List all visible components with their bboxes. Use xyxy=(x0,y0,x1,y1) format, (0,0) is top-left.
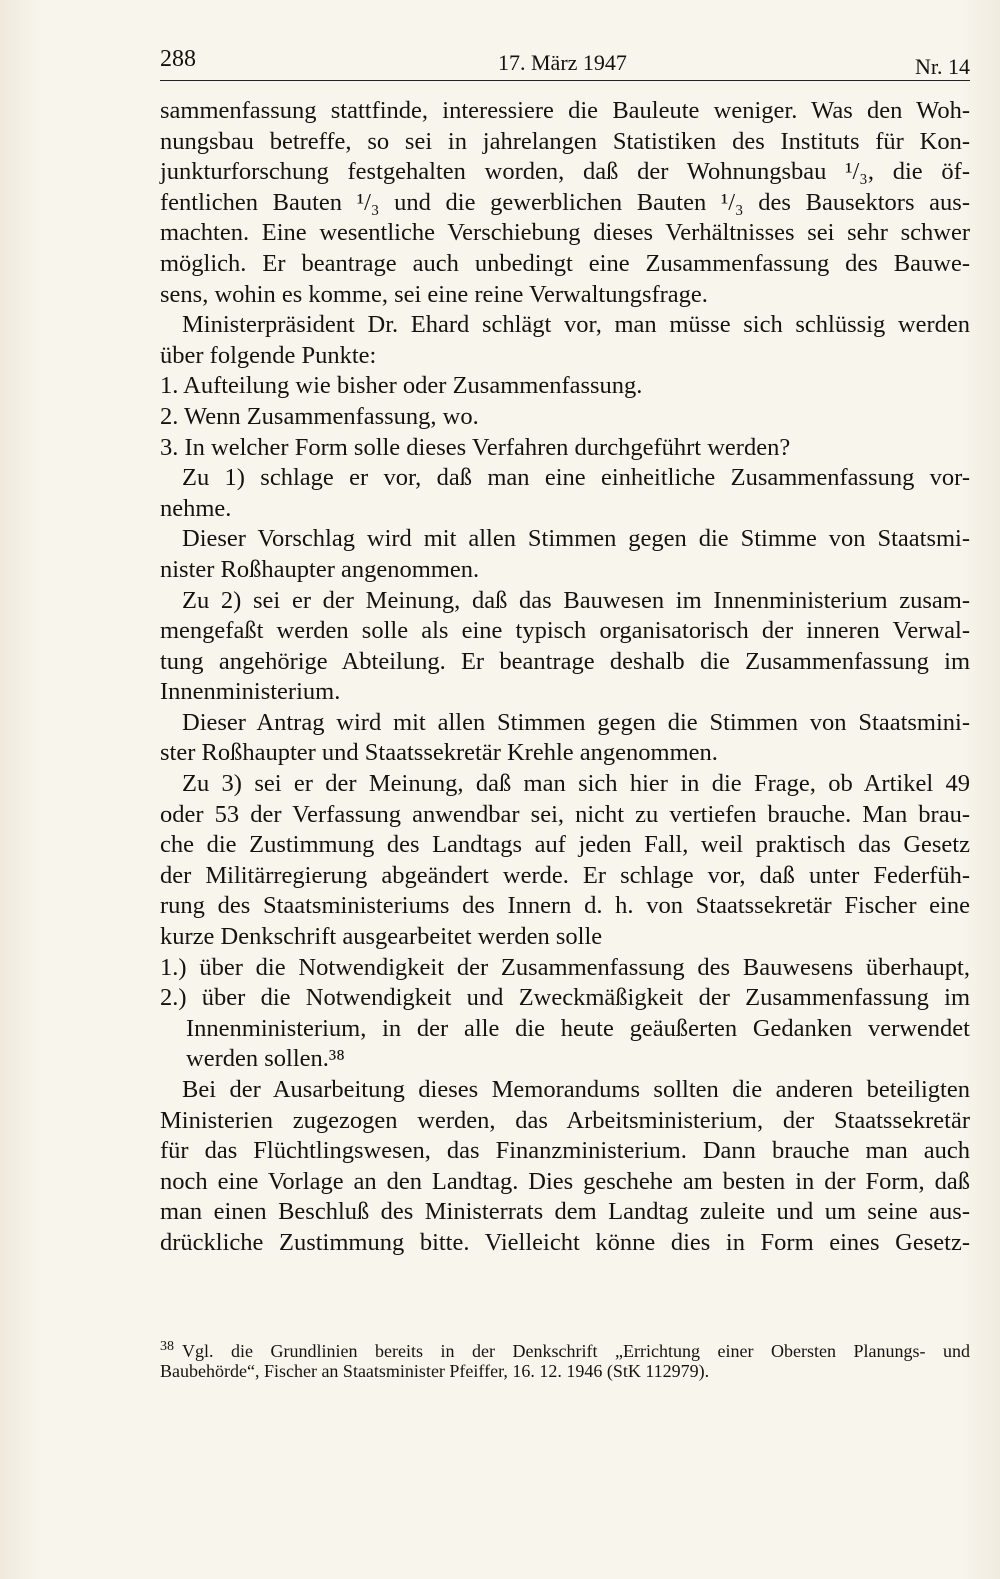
text-line: Innenministerium, in der alle die heute geäußerten Gedanken verwendet xyxy=(186,1014,970,1042)
text-line: fentlichen Bauten ¹/₃ und die gewerblichen Bauten ¹/₃ des Bausektors aus- xyxy=(160,188,970,216)
footnote-line xyxy=(160,1335,970,1359)
text-line: 2. Wenn Zusammenfassung, wo. xyxy=(160,402,479,430)
text-line: machten. Eine wesentliche Verschiebung dieses Verhältnisses sei sehr schwer xyxy=(160,219,970,247)
text-line: nungsbau betreffe, so sei in jahrelangen Statistiken des Instituts für Kon- xyxy=(160,127,970,155)
text-line: 1.) über die Notwendigkeit der Zusammenfassung des Bauwesens überhaupt, xyxy=(160,953,970,981)
text-line: Ministerpräsident Dr. Ehard schlägt vor, man müsse sich schlüssig werden xyxy=(182,311,970,339)
body-text xyxy=(160,96,970,1259)
text-line: oder 53 der Verfassung anwendbar sei, nicht zu vertiefen brauche. Man brau- xyxy=(160,800,970,828)
header-date: 17. März 1947 xyxy=(498,50,627,75)
text-line: der Militärregierung abgeändert werde. Er schlage vor, daß unter Federfüh- xyxy=(160,861,970,889)
document-number: Nr. 14 xyxy=(915,54,970,79)
page-number: 288 xyxy=(160,46,196,72)
text-line: Zu 1) schlage er vor, daß man eine einheitliche Zusammenfassung vor- xyxy=(182,464,970,492)
text-line: über folgende Punkte: xyxy=(160,341,377,369)
text-line: Dieser Antrag wird mit allen Stimmen gegen die Stimmen von Staatsmini- xyxy=(182,708,970,736)
text-line: kurze Denkschrift ausgearbeitet werden solle xyxy=(160,923,603,951)
text-line: rung des Staatsministeriums des Innern d. h. von Staatssekretär Fischer eine xyxy=(160,892,970,920)
text-line: 1. Aufteilung wie bisher oder Zusammenfassung. xyxy=(160,372,643,400)
text-line: ster Roßhaupter und Staatssekretär Krehle angenommen. xyxy=(160,739,718,767)
text-line: Ministerien zugezogen werden, das Arbeitsministerium, der Staatssekretär xyxy=(160,1106,970,1134)
text-line: noch eine Vorlage an den Landtag. Dies geschehe am besten in der Form, daß xyxy=(160,1167,970,1195)
text-line: junkturforschung festgehalten worden, daß der Wohnungsbau ¹/₃, die öf- xyxy=(160,158,970,186)
page-header xyxy=(160,40,970,80)
text-line: sammenfassung stattfinde, interessiere die Bauleute weniger. Was den Woh- xyxy=(160,97,970,124)
text-line: tung angehörige Abteilung. Er beantrage deshalb die Zusammenfassung im xyxy=(160,647,970,675)
text-line: werden sollen.³⁸ xyxy=(186,1045,345,1073)
text-line: che die Zustimmung des Landtags auf jeden Fall, weil praktisch das Gesetz xyxy=(160,831,970,859)
text-line: Bei der Ausarbeitung dieses Memorandums sollten die anderen beteiligten xyxy=(182,1076,970,1103)
text-line: 3. In welcher Form solle dieses Verfahren durchgeführt werden? xyxy=(160,433,791,461)
text-line: 2.) über die Notwendigkeit und Zweckmäßigkeit der Zusammenfassung im xyxy=(160,984,970,1012)
text-line: möglich. Er beantrage auch unbedingt eine Zusammenfassung des Bauwe- xyxy=(160,249,970,277)
text-line: Zu 2) sei er der Meinung, daß das Bauwesen im Innenministerium zusam- xyxy=(182,586,970,614)
footnote-mark: 38 xyxy=(160,1339,174,1354)
text-line: nister Roßhaupter angenommen. xyxy=(160,555,480,583)
footnote xyxy=(160,1335,970,1383)
header-rule xyxy=(160,80,970,81)
text-line: Zu 3) sei er der Meinung, daß man sich hier in die Frage, ob Artikel 49 xyxy=(182,770,970,798)
text-line: man einen Beschluß des Ministerrats dem Landtag zuleite und um seine aus- xyxy=(160,1198,970,1226)
text-line: Innenministerium. xyxy=(160,678,341,706)
text-line: für das Flüchtlingswesen, das Finanzministerium. Dann brauche man auch xyxy=(160,1137,970,1165)
footnote-line: Baubehörde“, Fischer an Staatsminister Pfeiffer, 16. 12. 1946 (StK 112979). xyxy=(160,1361,710,1381)
text-line: mengefaßt werden solle als eine typisch organisatorisch der inneren Verwal- xyxy=(160,617,970,645)
text-line: drückliche Zustimmung bitte. Vielleicht könne dies in Form eines Gesetz- xyxy=(160,1228,970,1256)
text-line: sens, wohin es komme, sei eine reine Verwaltungsfrage. xyxy=(160,280,708,308)
footnote-text: Vgl. die Grundlinien bereits in der Denkschrift „Errichtung einer Obersten Planungs- und xyxy=(182,1341,970,1361)
text-line: nehme. xyxy=(160,494,232,522)
text-line: Dieser Vorschlag wird mit allen Stimmen gegen die Stimme von Staatsmi- xyxy=(182,525,970,553)
